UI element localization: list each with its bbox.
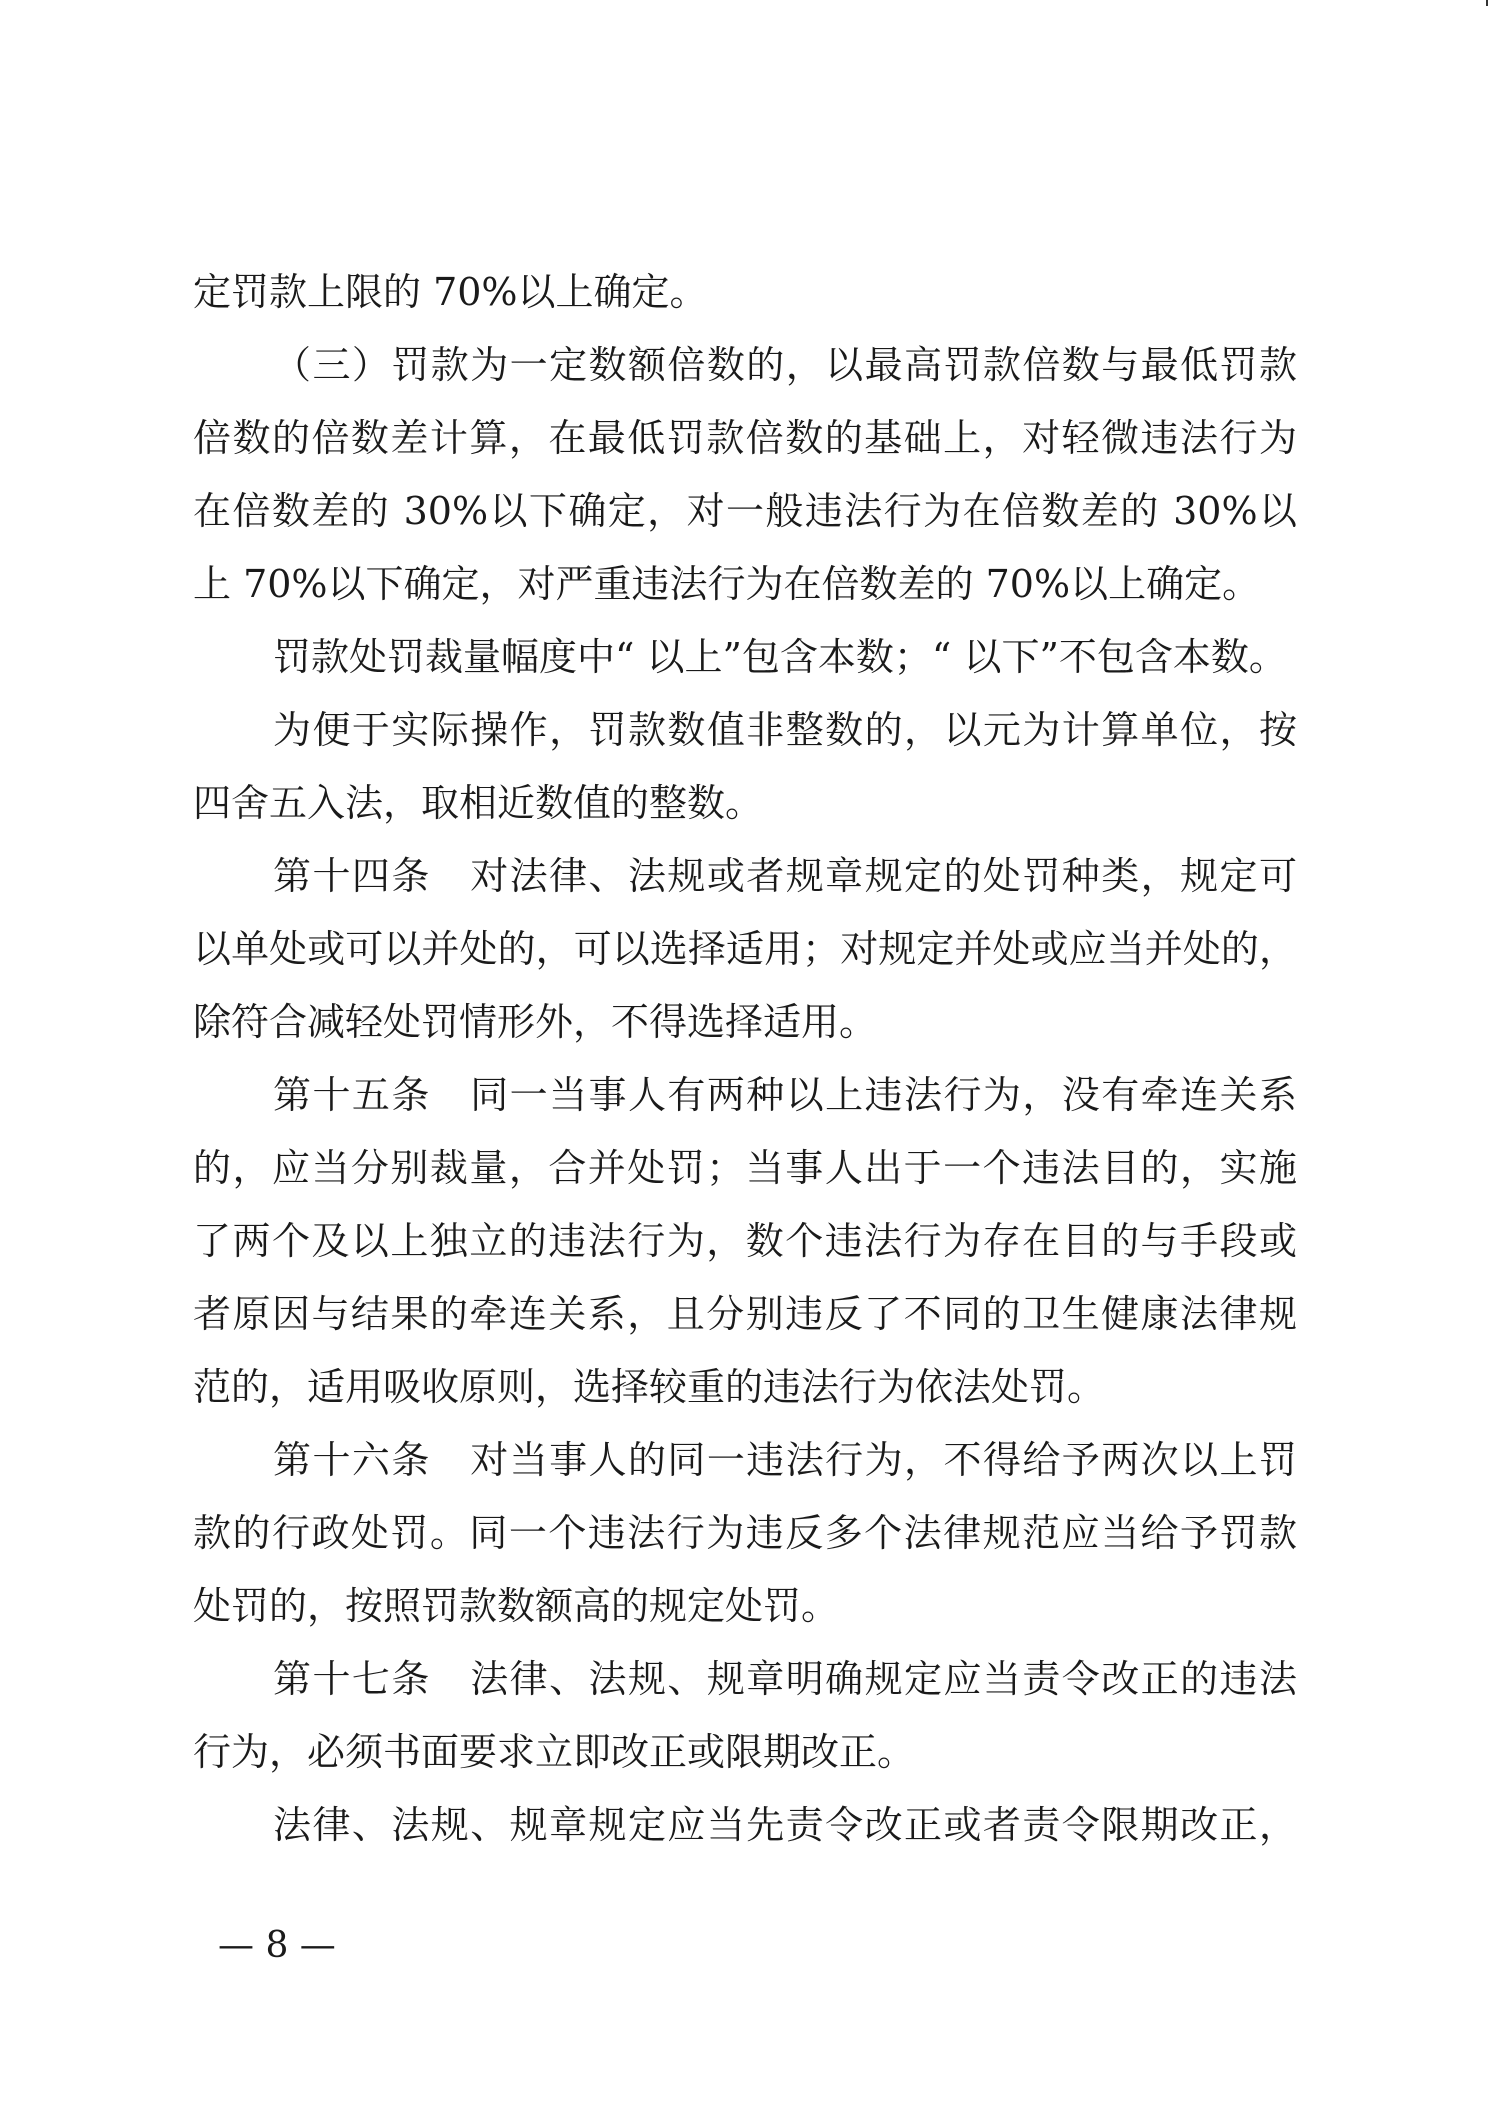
page-number: — 8 —: [218, 1925, 336, 1966]
text-line: 除符合减轻处罚情形外，不得选择适用。: [193, 1000, 878, 1044]
text-line: 的，应当分别裁量，合并处罚；当事人出于一个违法目的，实施: [193, 1146, 1297, 1190]
text-line: 倍数的倍数差计算，在最低罚款倍数的基础上，对轻微违法行为: [193, 416, 1297, 460]
document-body: [193, 256, 1297, 1862]
text-line: 第十七条 法律、法规、规章明确规定应当责令改正的违法: [273, 1657, 1297, 1701]
text-line: 行为，必须书面要求立即改正或限期改正。: [193, 1730, 916, 1774]
text-line: 以单处或可以并处的，可以选择适用；对规定并处或应当并处的，: [193, 927, 1297, 971]
text-line: 者原因与结果的牵连关系，且分别违反了不同的卫生健康法律规: [193, 1292, 1297, 1336]
text-line: 范的，适用吸收原则，选择较重的违法行为依法处罚。: [193, 1365, 1106, 1409]
text-line: 第十五条 同一当事人有两种以上违法行为，没有牵连关系: [273, 1073, 1297, 1117]
text-line: 罚款处罚裁量幅度中“ 以上”包含本数；“ 以下”不包含本数。: [273, 635, 1287, 679]
text-line: 为便于实际操作，罚款数值非整数的，以元为计算单位，按: [273, 708, 1297, 752]
text-line: （三）罚款为一定数额倍数的，以最高罚款倍数与最低罚款: [273, 343, 1297, 387]
text-line: 款的行政处罚。同一个违法行为违反多个法律规范应当给予罚款: [193, 1511, 1297, 1555]
text-line: 第十六条 对当事人的同一违法行为，不得给予两次以上罚: [273, 1438, 1297, 1482]
text-line: 定罚款上限的 70%以上确定。: [193, 270, 708, 314]
text-line: 处罚的，按照罚款数额高的规定处罚。: [193, 1584, 840, 1628]
text-line: 四舍五入法，取相近数值的整数。: [193, 781, 764, 825]
text-line: 了两个及以上独立的违法行为，数个违法行为存在目的与手段或: [193, 1219, 1297, 1263]
text-line: 第十四条 对法律、法规或者规章规定的处罚种类，规定可: [273, 854, 1297, 898]
text-line: 上 70%以下确定，对严重违法行为在倍数差的 70%以上确定。: [193, 562, 1261, 606]
text-line: 在倍数差的 30%以下确定，对一般违法行为在倍数差的 30%以: [193, 489, 1297, 533]
text-line: 法律、法规、规章规定应当先责令改正或者责令限期改正，: [273, 1803, 1297, 1847]
